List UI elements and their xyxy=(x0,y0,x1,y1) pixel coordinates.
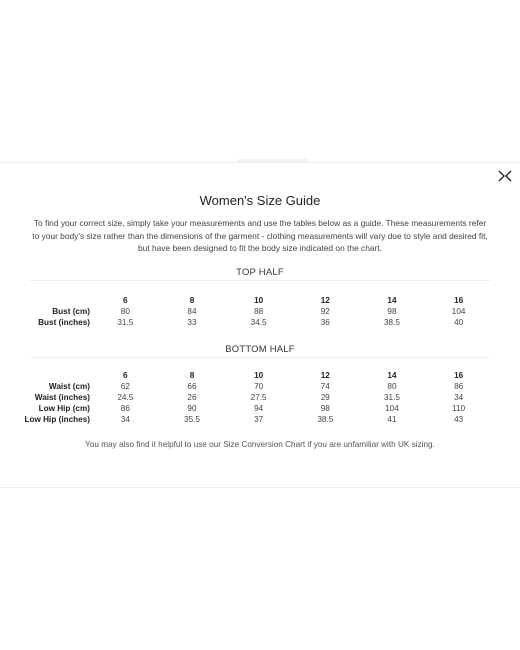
table-cell: 98 xyxy=(387,307,397,316)
size-column-header: 14 xyxy=(387,296,397,305)
table-cell: 37 xyxy=(254,415,264,424)
bottom-half-heading: BOTTOM HALF xyxy=(225,344,295,355)
table-cell: 104 xyxy=(451,307,466,316)
size-column-header: 6 xyxy=(123,371,128,380)
table-cell: 70 xyxy=(254,382,264,391)
table-cell: 34.5 xyxy=(250,318,267,327)
table-cell: 98 xyxy=(320,404,330,413)
page-backdrop xyxy=(0,0,520,162)
table-row xyxy=(22,381,492,392)
table-cell: 33 xyxy=(187,318,197,327)
table-cell: 38.5 xyxy=(317,415,334,424)
table-cell: 41 xyxy=(387,415,397,424)
table-cell: 36 xyxy=(320,318,330,327)
size-column-header: 6 xyxy=(123,296,128,305)
table-cell: 34 xyxy=(454,393,464,402)
table-row xyxy=(22,392,492,403)
row-label: Bust (inches) xyxy=(38,318,90,327)
page-title: Women's Size Guide xyxy=(199,193,321,208)
table-cell: 94 xyxy=(254,404,264,413)
table-cell: 27.5 xyxy=(250,393,267,402)
close-button[interactable] xyxy=(496,167,514,185)
size-column-header: 12 xyxy=(320,371,330,380)
bottom-half-divider xyxy=(30,357,490,358)
size-column-header: 16 xyxy=(454,371,464,380)
table-cell: 74 xyxy=(320,382,330,391)
table-cell: 92 xyxy=(320,307,330,316)
table-corner xyxy=(22,370,92,381)
size-column-header: 10 xyxy=(254,296,264,305)
table-cell: 80 xyxy=(120,307,130,316)
table-cell: 86 xyxy=(454,382,464,391)
table-cell: 90 xyxy=(187,404,197,413)
bottom-half-table xyxy=(22,370,492,425)
table-header-row xyxy=(22,295,492,306)
row-label: Bust (cm) xyxy=(52,307,90,316)
table-cell: 62 xyxy=(120,382,130,391)
table-cell: 86 xyxy=(120,404,130,413)
table-cell: 38.5 xyxy=(383,318,400,327)
table-cell: 31.5 xyxy=(383,393,400,402)
top-half-divider xyxy=(30,280,490,281)
table-cell: 84 xyxy=(187,307,197,316)
table-cell: 34 xyxy=(120,415,130,424)
row-label: Low Hip (inches) xyxy=(24,415,90,424)
table-row xyxy=(22,414,492,425)
table-cell: 110 xyxy=(452,404,466,413)
table-cell: 104 xyxy=(385,404,399,413)
row-label: Low Hip (cm) xyxy=(38,404,90,413)
table-cell: 24.5 xyxy=(117,393,134,402)
size-column-header: 10 xyxy=(254,371,264,380)
table-cell: 35.5 xyxy=(184,415,200,424)
row-label: Waist (inches) xyxy=(34,393,90,402)
table-cell: 88 xyxy=(254,307,264,316)
table-cell: 66 xyxy=(187,382,197,391)
table-cell: 31.5 xyxy=(117,318,134,327)
size-column-header: 8 xyxy=(189,296,195,305)
table-cell: 26 xyxy=(187,393,197,402)
table-cell: 29 xyxy=(320,393,330,402)
table-header-row xyxy=(22,370,492,381)
size-conversion-note: You may also find it helpful to use our Size Conversion Chart if you are unfamiliar with UK sizing. xyxy=(85,440,435,449)
row-label: Waist (cm) xyxy=(48,382,90,391)
top-half-heading: TOP HALF xyxy=(236,267,284,278)
size-column-header: 12 xyxy=(320,296,330,305)
intro-text: To find your correct size, simply take your measurements and use the tables below as a guide. These measurements refer to your body's size rather than the dimensions of the garment - clothing measurements will vary due to style and desired fit, but have been designed to fit the body size indicated on the chart. xyxy=(32,218,488,253)
table-row xyxy=(22,317,492,328)
top-half-table xyxy=(22,295,492,328)
table-cell: 40 xyxy=(454,318,464,327)
size-column-header: 14 xyxy=(387,371,397,380)
table-row xyxy=(22,306,492,317)
table-row xyxy=(22,403,492,414)
table-cell: 43 xyxy=(454,415,464,424)
close-icon xyxy=(496,167,514,185)
size-column-header: 8 xyxy=(189,371,195,380)
table-cell: 80 xyxy=(387,382,397,391)
size-column-header: 16 xyxy=(454,296,464,305)
table-corner xyxy=(22,295,92,306)
size-guide-modal xyxy=(0,162,520,488)
